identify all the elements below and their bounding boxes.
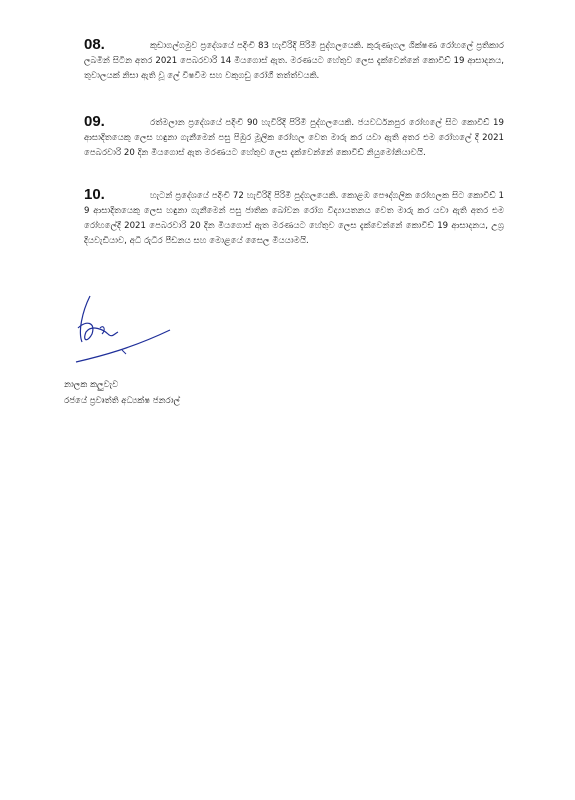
item-text: රත්මලාන ප්‍රදේශයේ පදිංචි 90 හැවිරිදි පිරිමි පුද්ගලයෙකි. ජයවර්ධනපුර රෝහලේ සිට කොවිඩ් 19 ආසාදිතයෙකු ලෙස හඳුනා ගැනීමෙන් පසු පිඹුර මූලික රෝහල වෙත මාරු කර යවා ඇති අතර එම රෝහලේ දී 2021 පෙබරවාරි 20 දින මියගොස් ඇත මරණයට හේතුව ලෙස දැක්වෙන්නේ කොවිඩ් නියුමෝනියාවයි. [84,118,504,158]
signatory-name: නාලක කලුවැව [64,380,119,390]
item-number: 10. [84,186,105,203]
item-text: කුඩාගල්ගමුව ප්‍රදේශයේ පදිංචි 83 හැවිරිදි පිරිමි පුද්ගලයෙකි. කුරුණෑගල ශික්ෂණ රෝහලේ ප්‍රතිකාර ලබමින් සිටින අතර 2021 පෙබරවාරි 14 මියගොස් ඇත. මරණයට හේතුව ලෙස දැක්වෙන්නේ කොවිඩ් 19 ආසාදනය, තුවාලයක් නිසා ඇති වූ ලේ විෂවීම සහ වකුගඩු රෝගී තත්ත්වයකි. [84,41,504,81]
item-number: 09. [84,113,105,130]
item-number: 08. [84,36,105,53]
handwritten-signature [52,284,202,384]
report-item-09 [84,113,504,161]
report-item-10 [84,186,504,249]
report-item-08 [84,36,504,84]
signatory-title: රජයේ ප්‍රවෘත්ති අධ්‍යක්ෂ ජනරාල් [64,396,181,406]
item-text: හැටන් ප්‍රදේශයේ පදිංචි 72 හැවිරිදි පිරිමි පුද්ගලයෙකි. කොළඹ පෞද්ගලික රෝහලක සිට කොවිඩ් 19 ආසාදිතයෙකු ලෙස හඳුනා ගැනීමෙන් පසු ජාතික බෝවන රෝග විද්‍යායතනය වෙත මාරු කර යවා ඇති අතර එම රෝහලේදී 2021 පෙබරවාරි 20 දින මියගොස් ඇත මරණයට හේතුව ලෙස දැක්වෙන්නේ කොවිඩ් 19 ආසාදනය, උග්‍ර දියවැඩියාව, අධි රුධිර පීඩනය සහ මොළයේ සෛල මියයාමයි. [84,191,504,246]
